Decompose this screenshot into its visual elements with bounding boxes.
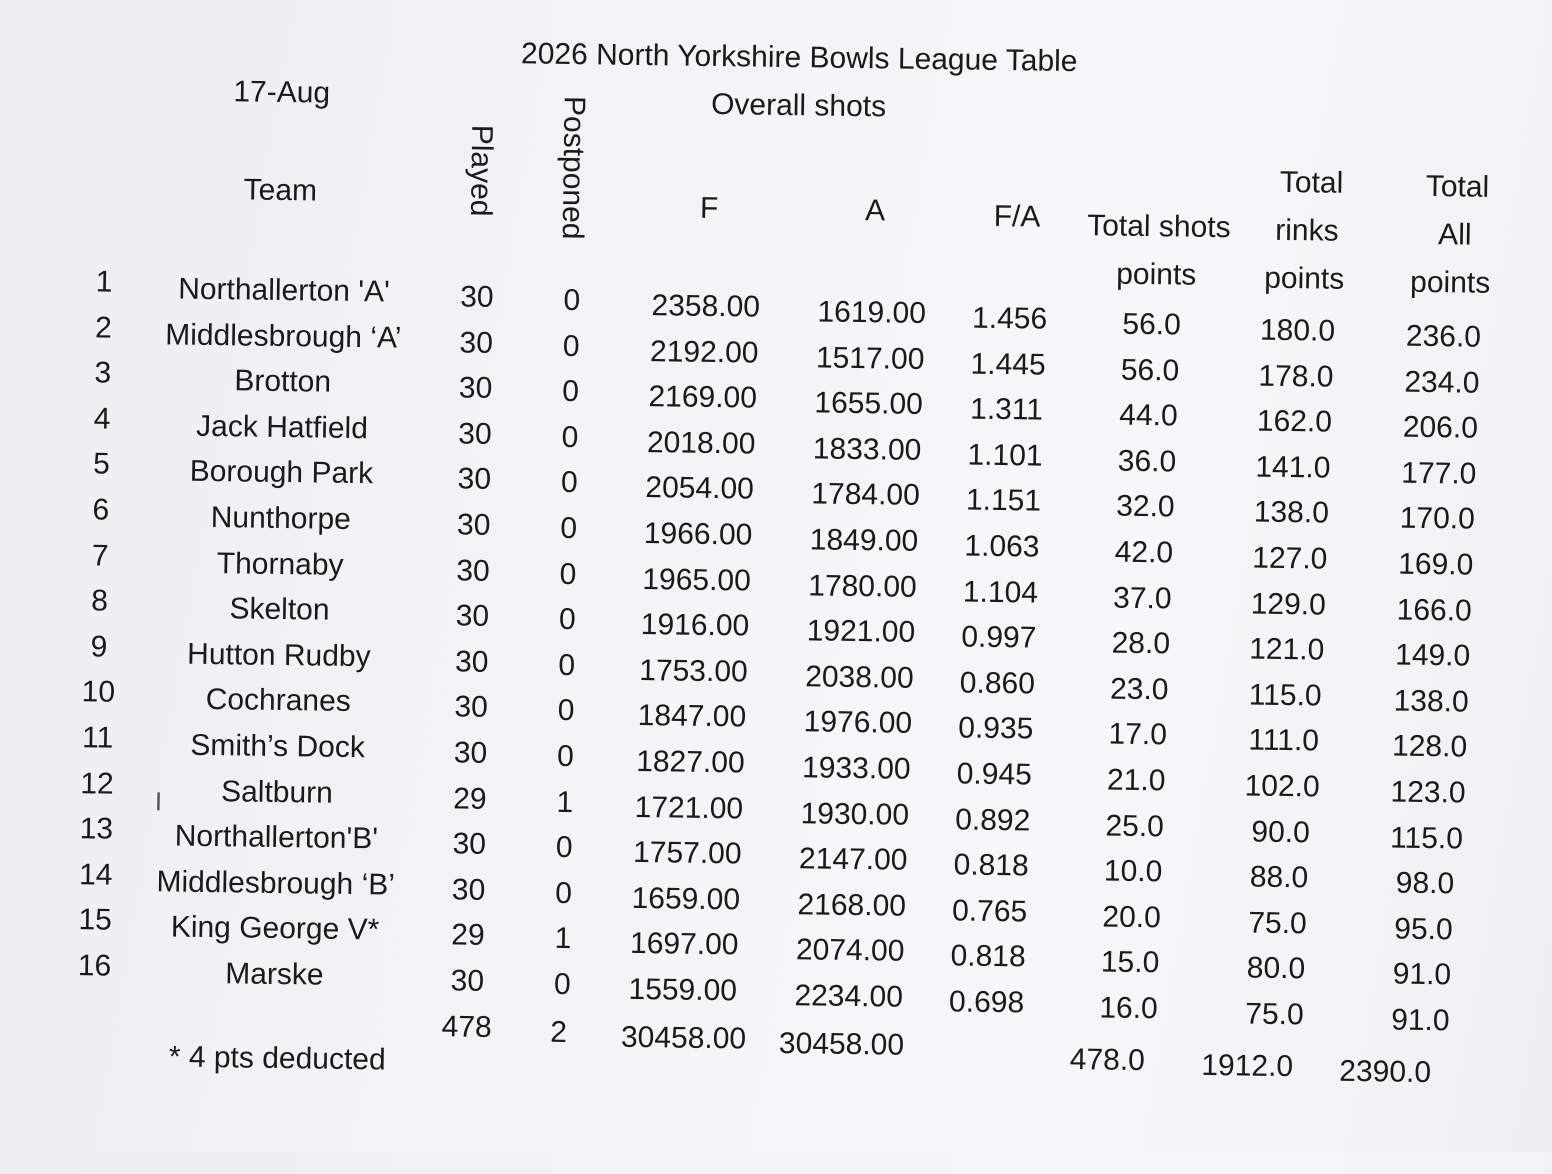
header-shots-line2: points xyxy=(1116,257,1197,292)
row-shots-points: 10.0 xyxy=(1103,854,1163,889)
row-played: 30 xyxy=(452,827,487,862)
row-played: 30 xyxy=(459,326,494,360)
row-fa: 1.101 xyxy=(967,438,1043,473)
header-f: F xyxy=(699,191,719,226)
row-rinks-points: 75.0 xyxy=(1248,906,1307,941)
row-rinks-points: 162.0 xyxy=(1256,404,1333,439)
row-team: Middlesbrough ‘B’ xyxy=(156,865,396,902)
row-rinks-points: 88.0 xyxy=(1249,860,1309,895)
row-team: Northallerton 'A' xyxy=(177,272,390,309)
total-played: 478 xyxy=(441,1010,492,1044)
row-f: 1827.00 xyxy=(635,744,745,780)
row-postponed: 0 xyxy=(562,375,580,409)
row-played: 30 xyxy=(455,599,490,634)
row-team: King George V* xyxy=(170,910,380,947)
row-position: 11 xyxy=(81,721,114,755)
row-rinks-points: 111.0 xyxy=(1248,723,1320,758)
row-team: Borough Park xyxy=(189,455,374,491)
row-all-points: 206.0 xyxy=(1402,410,1479,445)
header-all-line2: All xyxy=(1437,218,1472,252)
row-all-points: 149.0 xyxy=(1394,638,1471,673)
row-a: 1517.00 xyxy=(815,341,925,376)
row-shots-points: 21.0 xyxy=(1106,763,1166,798)
row-f: 1753.00 xyxy=(639,653,748,689)
row-f: 1847.00 xyxy=(637,699,747,734)
row-fa: 0.698 xyxy=(948,985,1025,1020)
row-rinks-points: 178.0 xyxy=(1258,359,1334,394)
header-rinks-line1: Total xyxy=(1279,165,1344,200)
row-position: 5 xyxy=(92,447,111,481)
row-shots-points: 44.0 xyxy=(1119,398,1178,433)
row-fa: 0.945 xyxy=(956,757,1033,792)
row-team: Middlesbrough ‘A’ xyxy=(164,317,402,355)
header-a: A xyxy=(864,194,886,228)
row-all-points: 138.0 xyxy=(1393,684,1469,719)
row-played: 29 xyxy=(451,918,485,953)
row-f: 1965.00 xyxy=(642,562,752,598)
row-f: 1697.00 xyxy=(629,927,739,962)
date-label: 17-Aug xyxy=(233,75,331,110)
row-fa: 0.765 xyxy=(951,894,1028,929)
row-rinks-points: 127.0 xyxy=(1252,541,1328,576)
row-f: 1721.00 xyxy=(634,790,744,826)
row-played: 30 xyxy=(458,371,493,406)
row-f: 2018.00 xyxy=(646,425,756,461)
row-rinks-points: 138.0 xyxy=(1253,495,1330,530)
header-all-line1: Total xyxy=(1425,169,1490,204)
row-position: 16 xyxy=(77,949,112,983)
row-fa: 0.892 xyxy=(954,803,1031,838)
row-team: Marske xyxy=(225,957,324,992)
row-postponed: 0 xyxy=(560,511,578,546)
total-rinks-points: 1912.0 xyxy=(1201,1048,1294,1084)
row-a: 1833.00 xyxy=(812,432,922,467)
row-a: 2168.00 xyxy=(797,888,907,923)
row-f: 1559.00 xyxy=(628,972,738,1008)
row-all-points: 170.0 xyxy=(1399,501,1476,537)
row-postponed: 0 xyxy=(558,648,576,682)
row-rinks-points: 102.0 xyxy=(1244,769,1320,804)
row-all-points: 91.0 xyxy=(1392,957,1452,992)
row-played: 30 xyxy=(454,690,489,725)
row-f: 2192.00 xyxy=(649,334,759,370)
row-a: 2074.00 xyxy=(795,933,905,969)
row-postponed: 0 xyxy=(562,329,580,363)
row-position: 13 xyxy=(79,812,114,846)
row-team: Nunthorpe xyxy=(210,500,352,536)
row-rinks-points: 115.0 xyxy=(1248,678,1322,713)
total-shots-points: 478.0 xyxy=(1069,1043,1146,1078)
row-played: 30 xyxy=(450,964,485,998)
row-postponed: 1 xyxy=(556,785,574,819)
row-all-points: 166.0 xyxy=(1396,593,1472,628)
row-position: 7 xyxy=(91,538,109,573)
row-played: 30 xyxy=(456,554,490,588)
row-team: Cochranes xyxy=(205,683,352,719)
row-fa: 1.456 xyxy=(971,301,1048,336)
row-all-points: 234.0 xyxy=(1404,365,1480,400)
row-rinks-points: 129.0 xyxy=(1250,587,1327,622)
row-rinks-points: 75.0 xyxy=(1245,997,1304,1032)
row-team: Thornaby xyxy=(216,546,344,582)
row-a: 2234.00 xyxy=(794,979,904,1014)
row-position: 9 xyxy=(90,630,108,664)
footnote: * 4 pts deducted xyxy=(168,1040,386,1077)
row-postponed: 0 xyxy=(556,739,575,774)
row-f: 2169.00 xyxy=(648,380,758,415)
row-position: 8 xyxy=(91,584,109,618)
row-team: Skelton xyxy=(229,592,330,627)
row-shots-points: 17.0 xyxy=(1108,717,1168,752)
row-postponed: 0 xyxy=(555,831,573,865)
header-fa: F/A xyxy=(993,199,1041,234)
header-all-line3: points xyxy=(1409,265,1491,300)
row-played: 30 xyxy=(456,508,491,542)
page-title: 2026 North Yorkshire Bowls League Table xyxy=(520,37,1078,79)
row-postponed: 0 xyxy=(555,876,573,910)
row-a: 1619.00 xyxy=(817,295,927,330)
row-all-points: 169.0 xyxy=(1397,547,1474,582)
row-all-points: 128.0 xyxy=(1391,729,1468,764)
header-team: Team xyxy=(243,173,318,208)
row-a: 2147.00 xyxy=(798,842,908,877)
row-rinks-points: 180.0 xyxy=(1259,313,1336,348)
row-shots-points: 56.0 xyxy=(1120,353,1180,388)
row-played: 29 xyxy=(452,782,487,816)
row-postponed: 0 xyxy=(558,603,576,637)
row-position: 1 xyxy=(95,265,113,299)
row-all-points: 98.0 xyxy=(1395,866,1455,901)
row-fa: 1.311 xyxy=(969,392,1044,427)
row-fa: 0.935 xyxy=(958,711,1034,746)
row-f: 1659.00 xyxy=(631,881,741,917)
row-postponed: 1 xyxy=(554,922,572,956)
row-postponed: 0 xyxy=(553,967,571,1002)
row-fa: 0.818 xyxy=(953,848,1029,883)
row-shots-points: 36.0 xyxy=(1117,444,1177,479)
row-played: 30 xyxy=(459,280,494,314)
row-f: 1966.00 xyxy=(643,517,753,552)
row-all-points: 95.0 xyxy=(1394,912,1453,947)
header-played: Played xyxy=(464,124,499,217)
row-position: 12 xyxy=(80,766,114,801)
header-rinks-line3: points xyxy=(1263,261,1345,296)
row-shots-points: 32.0 xyxy=(1116,490,1175,524)
row-a: 1655.00 xyxy=(814,386,924,422)
row-all-points: 91.0 xyxy=(1390,1003,1450,1038)
row-fa: 1.104 xyxy=(962,575,1039,610)
row-shots-points: 20.0 xyxy=(1102,900,1162,935)
row-a: 1921.00 xyxy=(806,614,916,650)
row-postponed: 0 xyxy=(557,694,575,728)
header-postponed: Postponed xyxy=(555,95,591,240)
row-rinks-points: 80.0 xyxy=(1246,951,1306,986)
row-played: 30 xyxy=(457,462,492,497)
row-position: 14 xyxy=(78,857,113,892)
row-position: 3 xyxy=(94,356,112,390)
row-a: 1930.00 xyxy=(800,796,910,832)
row-rinks-points: 141.0 xyxy=(1255,450,1331,485)
row-team: Saltburn xyxy=(220,774,334,810)
header-shots-line1: Total shots xyxy=(1087,209,1231,245)
row-f: 2358.00 xyxy=(651,289,761,324)
row-postponed: 0 xyxy=(563,283,581,318)
row-position: 15 xyxy=(78,903,113,938)
row-played: 30 xyxy=(454,645,489,679)
row-position: 2 xyxy=(94,310,113,345)
row-postponed: 0 xyxy=(559,557,577,591)
subtitle: Overall shots xyxy=(710,87,887,124)
row-position: 4 xyxy=(93,402,111,436)
row-fa: 0.818 xyxy=(950,939,1026,974)
row-shots-points: 16.0 xyxy=(1099,991,1158,1026)
row-team: Jack Hatfield xyxy=(195,409,369,445)
row-played: 30 xyxy=(458,417,492,451)
row-shots-points: 23.0 xyxy=(1109,672,1169,707)
row-rinks-points: 121.0 xyxy=(1248,632,1325,667)
total-all-points: 2390.0 xyxy=(1339,1054,1432,1090)
row-shots-points: 25.0 xyxy=(1105,809,1165,843)
row-a: 1784.00 xyxy=(811,477,921,513)
row-all-points: 123.0 xyxy=(1390,775,1466,810)
row-shots-points: 28.0 xyxy=(1111,626,1171,661)
row-all-points: 115.0 xyxy=(1389,821,1464,856)
row-a: 1849.00 xyxy=(809,523,919,558)
total-postponed: 2 xyxy=(550,1015,568,1050)
row-played: 30 xyxy=(453,736,488,770)
row-f: 1916.00 xyxy=(640,608,750,643)
row-shots-points: 37.0 xyxy=(1112,581,1172,616)
total-a: 30458.00 xyxy=(778,1026,905,1062)
row-fa: 1.151 xyxy=(965,483,1042,518)
row-a: 2038.00 xyxy=(804,660,914,695)
row-all-points: 236.0 xyxy=(1405,319,1482,354)
row-a: 1976.00 xyxy=(803,705,913,741)
row-team: Northallerton'B' xyxy=(174,819,379,856)
row-fa: 0.860 xyxy=(959,666,1036,701)
text-cursor-icon: I xyxy=(154,786,163,817)
row-team: Smith’s Dock xyxy=(190,728,366,765)
header-rinks-line2: rinks xyxy=(1275,213,1339,248)
row-f: 2054.00 xyxy=(645,471,755,506)
row-fa: 1.445 xyxy=(970,347,1046,382)
row-rinks-points: 90.0 xyxy=(1251,815,1311,849)
row-a: 1933.00 xyxy=(801,751,911,786)
row-f: 1757.00 xyxy=(632,836,742,871)
row-team: Hutton Rudby xyxy=(186,637,371,674)
row-position: 6 xyxy=(92,493,110,527)
row-team: Brotton xyxy=(234,364,332,399)
row-shots-points: 56.0 xyxy=(1122,307,1182,342)
row-a: 1780.00 xyxy=(808,568,917,604)
row-postponed: 0 xyxy=(561,420,579,454)
row-all-points: 177.0 xyxy=(1401,456,1477,491)
row-played: 30 xyxy=(451,873,486,907)
row-shots-points: 42.0 xyxy=(1114,535,1174,570)
row-position: 10 xyxy=(81,675,116,710)
row-shots-points: 15.0 xyxy=(1100,945,1160,980)
row-fa: 0.997 xyxy=(961,620,1037,655)
row-postponed: 0 xyxy=(560,466,578,500)
row-fa: 1.063 xyxy=(964,529,1040,564)
total-f: 30458.00 xyxy=(620,1020,747,1056)
